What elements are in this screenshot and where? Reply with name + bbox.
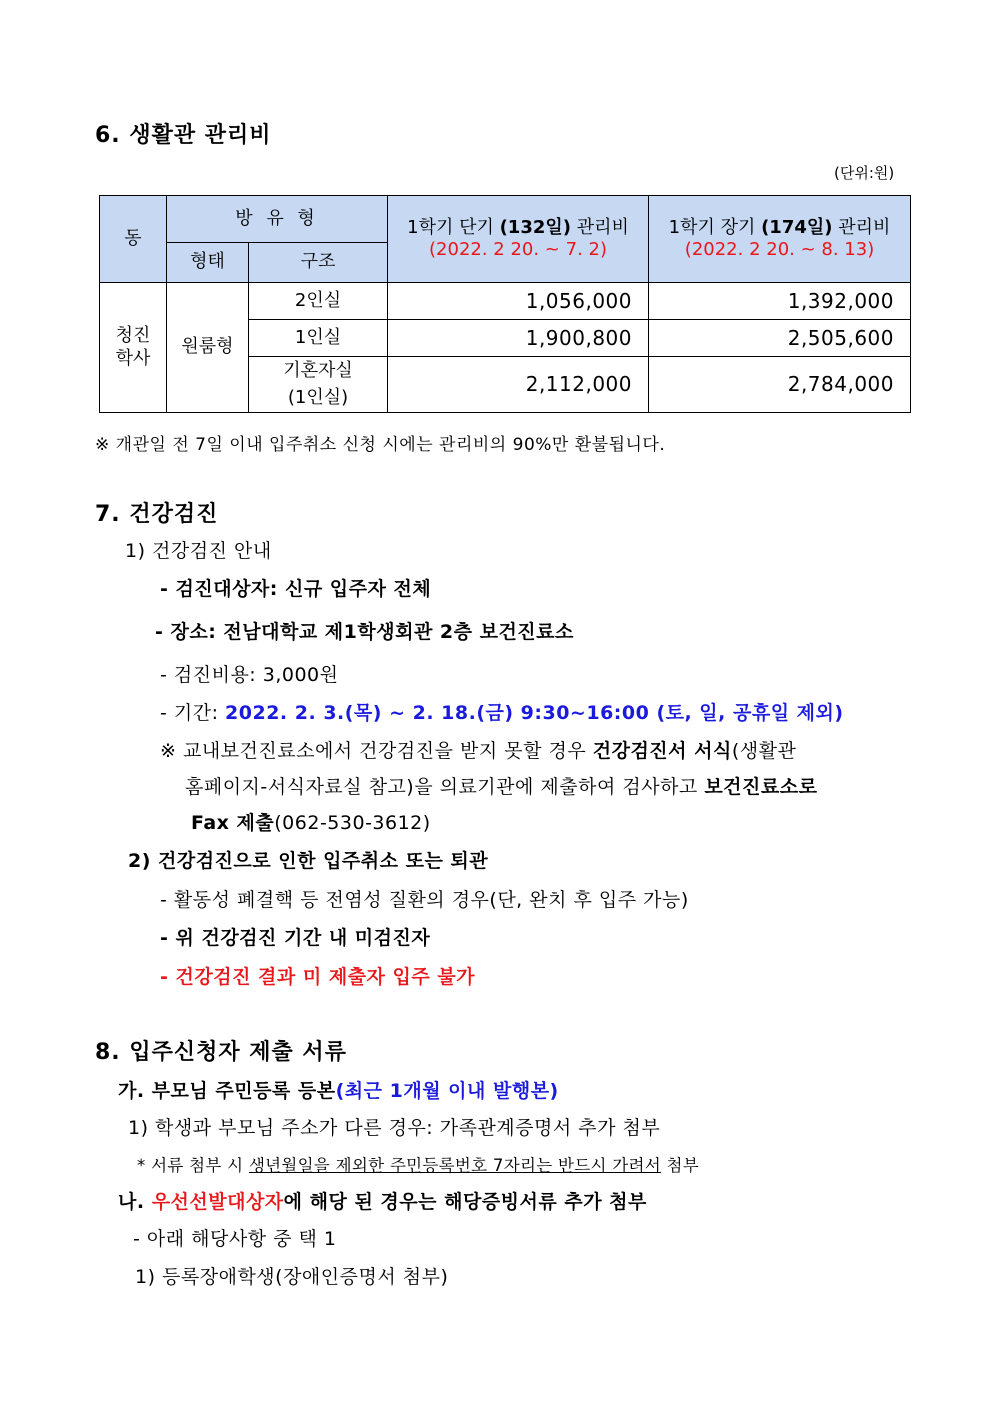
dong-cell: 청진 학사 [100, 283, 167, 413]
exam-note-line3: Fax 제출(062-530-3612) [191, 812, 431, 834]
table-row [100, 283, 911, 320]
long-fee-cell: 2,784,000 [649, 357, 911, 413]
structure-cell: 기혼자실 (1인실) [249, 357, 388, 413]
form-cell: 원룸형 [167, 283, 249, 413]
exam-note-line1: ※ 교내보건진료소에서 건강검진을 받지 못할 경우 건강검진서 서식(생활관 [160, 740, 797, 762]
short-fee-cell: 1,056,000 [388, 283, 649, 320]
exam-cost: - 검진비용: 3,000원 [160, 664, 339, 686]
exam-period: - 기간: 2022. 2. 3.(목) ~ 2. 18.(금) 9:30~16:00 (토, 일, 공휴일 제외) [160, 702, 844, 724]
section-7-title: 7. 건강검진 [95, 502, 219, 527]
header-form: 형태 [167, 243, 249, 283]
item-ga-1: 1) 학생과 부모님 주소가 다른 경우: 가족관계증명서 추가 첨부 [128, 1117, 661, 1139]
exam-target: - 검진대상자: 신규 입주자 전체 [160, 578, 432, 600]
cancel-case-1: - 활동성 폐결핵 등 전염성 질환의 경우(단, 완치 후 입주 가능) [160, 889, 689, 911]
long-fee-cell: 1,392,000 [649, 283, 911, 320]
header-short-term: 1학기 단기 (132일) 관리비 (2022. 2 20. ~ 7. 2) [388, 196, 649, 283]
exam-note-line2: 홈페이지-서식자료실 참고)을 의료기관에 제출하여 검사하고 보건진료소로 [185, 776, 818, 798]
long-fee-cell: 2,505,600 [649, 320, 911, 357]
item-na-select: - 아래 해당사항 중 택 1 [133, 1228, 337, 1250]
header-dong: 동 [100, 196, 167, 283]
structure-cell: 2인실 [249, 283, 388, 320]
header-long-term: 1학기 장기 (174일) 관리비 (2022. 2 20. ~ 8. 13) [649, 196, 911, 283]
unit-label: (단위:원) [834, 164, 895, 182]
exam-place: - 장소: 전남대학교 제1학생회관 2층 보건진료소 [155, 621, 574, 643]
redaction-note: * 서류 첨부 시 생년월일을 제외한 주민등록번호 7자리는 반드시 가려서 첨부 [137, 1156, 699, 1175]
header-room-type: 방 유 형 [167, 196, 388, 243]
long-term-dates: (2022. 2 20. ~ 8. 13) [684, 239, 875, 260]
refund-note: ※ 개관일 전 7일 이내 입주취소 신청 시에는 관리비의 90%만 환불됩니다. [95, 435, 666, 455]
fee-table [99, 195, 911, 413]
item-na-1: 1) 등록장애학생(장애인증명서 첨부) [135, 1266, 449, 1288]
section-6-title: 6. 생활관 관리비 [95, 123, 272, 148]
cancel-case-3: - 건강검진 결과 미 제출자 입주 불가 [160, 966, 476, 988]
section-8-title: 8. 입주신청자 제출 서류 [95, 1040, 347, 1065]
exam-period-value: 2022. 2. 3.(목) ~ 2. 18.(금) 9:30~16:00 (토, 일, 공휴일 제외) [225, 702, 844, 724]
short-term-dates: (2022. 2 20. ~ 7. 2) [429, 239, 607, 260]
structure-cell: 1인실 [249, 320, 388, 357]
short-fee-cell: 1,900,800 [388, 320, 649, 357]
cancel-case-2: - 위 건강검진 기간 내 미검진자 [160, 927, 431, 949]
short-fee-cell: 2,112,000 [388, 357, 649, 413]
subsection-cancellation: 2) 건강검진으로 인한 입주취소 또는 퇴관 [128, 850, 489, 872]
header-structure: 구조 [249, 243, 388, 283]
item-na: 나. 우선선발대상자에 해당 된 경우는 해당증빙서류 추가 첨부 [118, 1191, 647, 1213]
subsection-health-check: 1) 건강검진 안내 [125, 540, 272, 562]
item-ga: 가. 부모님 주민등록 등본(최근 1개월 이내 발행본) [118, 1080, 559, 1102]
